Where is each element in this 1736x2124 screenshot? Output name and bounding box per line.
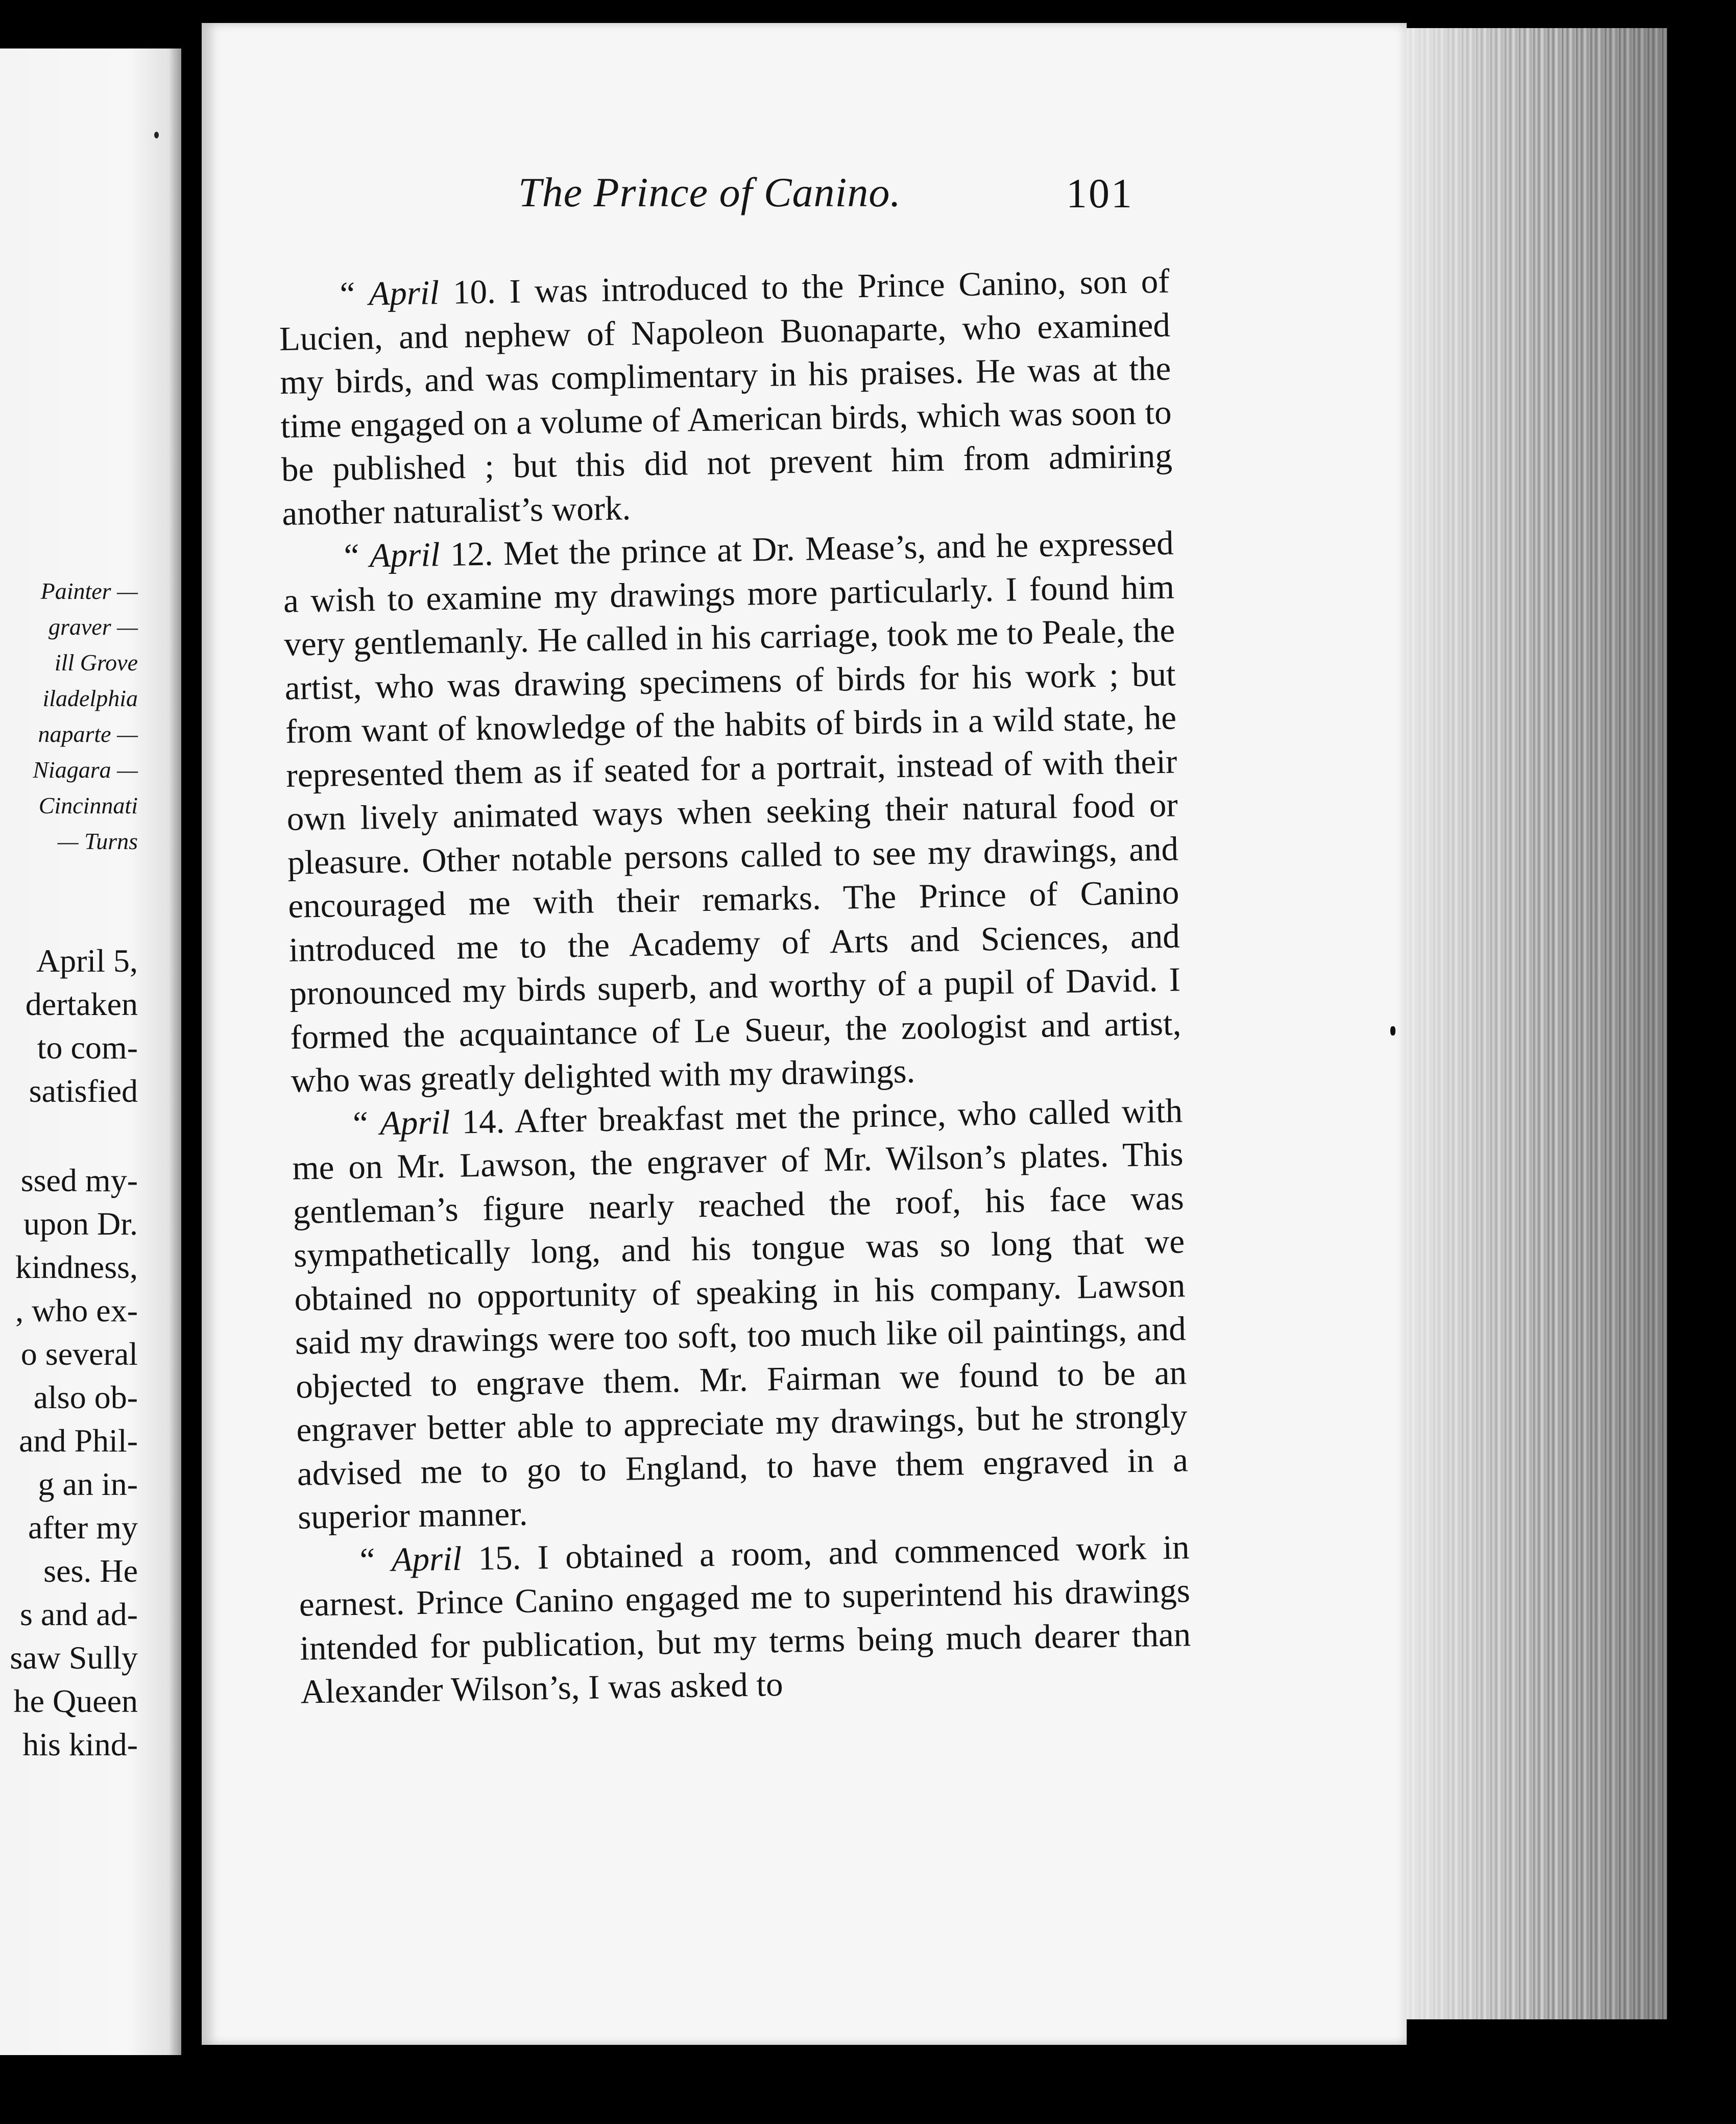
left-text-line: satisfied [29, 1073, 138, 1109]
left-text-line: dertaken [25, 986, 138, 1022]
left-text-line: to com- [37, 1029, 138, 1066]
left-text-line: also ob- [33, 1379, 138, 1415]
journal-entry [282, 522, 1182, 1103]
open-quote: “ [359, 1540, 375, 1579]
left-text-line: he Queen [13, 1683, 138, 1719]
body-text [278, 260, 1192, 1715]
entry-month: April [379, 1103, 451, 1142]
entry-month: April [368, 274, 440, 313]
left-text-line: his kind- [22, 1726, 138, 1763]
entry-text: After breakfast met the prince, who called with me on Mr. Lawson, the engraver of Mr. Wilson’s plates. This gentleman’s figure nearly reached the roof, his face was sympathetically long, and his tongue was so long that we obtained no opportunity of speaking in his company. Lawson said my drawings were too soft, too much like oil paintings, and objected to engrave them. Mr. Fairman we found to be an engraver better able to appreciate my drawings, but he strongly advised me to go to England, to have them engraved in a superior manner. [292, 1091, 1189, 1536]
journal-entry [292, 1089, 1189, 1539]
page-title: The Prince of Canino. [518, 169, 901, 215]
journal-entry [298, 1526, 1192, 1714]
left-text-line: kindness, [15, 1249, 138, 1285]
left-text-line: and Phil- [19, 1422, 138, 1459]
left-margin-text: Niagara — [33, 757, 138, 783]
entry-day: 15. [477, 1538, 521, 1577]
open-quote: “ [344, 537, 360, 575]
left-text-line: April 5, [36, 943, 138, 979]
entry-day: 12. [450, 535, 494, 573]
left-margin-text: graver — [48, 614, 138, 640]
page-number: 101 [1066, 170, 1134, 216]
left-text-line: g an in- [38, 1466, 138, 1502]
running-head [311, 168, 1134, 225]
facing-page [0, 49, 181, 2055]
left-margin-text: naparte — [38, 721, 138, 747]
open-quote: “ [340, 275, 355, 313]
entry-day: 14. [461, 1102, 505, 1141]
left-text-line: saw Sully [10, 1639, 138, 1676]
left-text-line: upon Dr. [23, 1205, 138, 1242]
left-text-line: s and ad- [19, 1596, 138, 1632]
open-quote: “ [352, 1104, 369, 1143]
left-text-line: o several [20, 1336, 138, 1372]
left-text-line: ses. He [43, 1553, 138, 1589]
entry-text: I obtained a room, and commenced work in earnest. Prince Canino engaged me to superintend his drawings intended for publication, but my terms being much dearer than Alexander Wilson’s, I was asked to [299, 1528, 1191, 1711]
left-margin-text: Cincinnati [38, 792, 138, 818]
left-margin-text: Painter — [40, 578, 138, 604]
left-text-line: after my [28, 1509, 138, 1546]
left-text-line: , who ex- [15, 1292, 138, 1329]
entry-month: April [391, 1539, 462, 1579]
ink-speck [154, 132, 159, 138]
ink-speck [1390, 1026, 1395, 1035]
left-margin-text: ill Grove [54, 649, 138, 675]
entry-month: April [369, 536, 441, 575]
entry-text: I was introduced to the Prince Canino, son of Lucien, and nephew of Napoleon Buonaparte, who examined my birds, and was complimentary in his praises. He was at the time engaged on a volume of American birds, which was soon to be published ; but this did not prevent him from admiring another naturalist’s work. [279, 262, 1173, 533]
left-text-line: ssed my- [20, 1162, 138, 1198]
left-margin-text: — Turns [57, 828, 138, 854]
left-margin-text: iladelphia [42, 685, 138, 711]
entry-day: 10. [452, 273, 496, 311]
entry-text: Met the prince at Dr. Mease’s, and he expressed a wish to examine my drawings more particularly. I found him very gentlemanly. He called in his carriage, took me to Peale, the artist, who was drawing specimens of birds for his work ; but from want of knowledge of the habits of birds in a wild state, he represented them as if seated for a portrait, instead of with their own lively animated ways when seeking their natural food or pleasure. Other notable persons called to see my drawings, and encouraged me with their remarks. The Prince of Canino introduced me to the Academy of Arts and Sciences, and pronounced my birds superb, and worthy of a pupil of David. I formed the acquaintance of Le Sueur, the zoologist and artist, who was greatly delighted with my drawings. [283, 524, 1182, 1100]
book-page-edges [1376, 28, 1667, 2019]
journal-entry [278, 260, 1173, 536]
